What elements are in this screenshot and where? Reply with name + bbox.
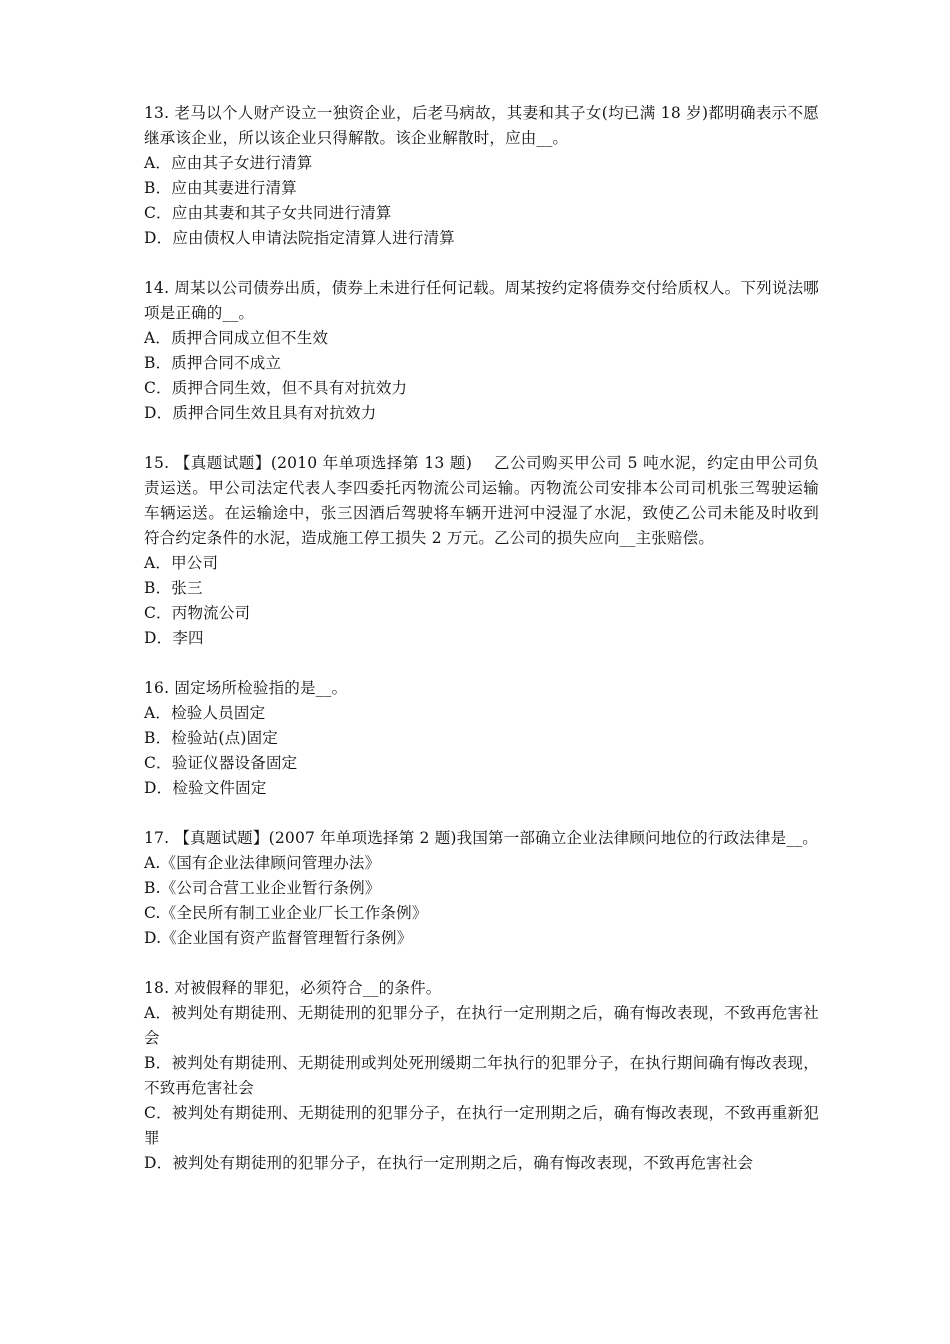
option-c: C.《全民所有制工业企业厂长工作条例》 <box>144 904 428 922</box>
option-d: D．检验文件固定 <box>144 779 267 797</box>
question-13 <box>144 101 819 251</box>
option-a: A．质押合同成立但不生效 <box>144 329 329 347</box>
question-stem: 17. 【真题试题】(2007 年单项选择第 2 题)我国第一部确立企业法律顾问地位的行政法律是__。 <box>144 829 818 847</box>
option-b: B．被判处有期徒刑、无期徒刑或判处死刑缓期二年执行的犯罪分子，在执行期间确有悔改表现，不致再危害社会 <box>144 1054 819 1097</box>
option-b: B．质押合同不成立 <box>144 354 282 372</box>
option-a: A．应由其子女进行清算 <box>144 154 313 172</box>
option-c: C．丙物流公司 <box>144 604 251 622</box>
question-14 <box>144 276 819 426</box>
option-c: C．被判处有期徒刑、无期徒刑的犯罪分子，在执行一定刑期之后，确有悔改表现，不致再重新犯罪 <box>144 1104 819 1147</box>
option-d: D.《企业国有资产监督管理暂行条例》 <box>144 929 413 947</box>
option-b: B．张三 <box>144 579 203 597</box>
question-16 <box>144 676 819 801</box>
option-a: A.《国有企业法律顾问管理办法》 <box>144 854 381 872</box>
option-a: A．被判处有期徒刑、无期徒刑的犯罪分子，在执行一定刑期之后，确有悔改表现，不致再危害社会 <box>144 1004 819 1047</box>
question-stem: 14. 周某以公司债券出质，债券上未进行任何记载。周某按约定将债券交付给质权人。下列说法哪项是正确的__。 <box>144 279 819 322</box>
document-page <box>144 101 819 1201</box>
question-stem: 13. 老马以个人财产设立一独资企业，后老马病故，其妻和其子女(均已满 18 岁)都明确表示不愿继承该企业，所以该企业只得解散。该企业解散时，应由__。 <box>144 104 819 147</box>
question-stem: 15. 【真题试题】(2010 年单项选择第 13 题) 乙公司购买甲公司 5 吨水泥，约定由甲公司负责运送。甲公司法定代表人李四委托丙物流公司运输。丙物流公司安排本公司司机张三驾驶运输车辆运送。在运输途中，张三因酒后驾驶将车辆开进河中浸湿了水泥，致使乙公司未能及时收到符合约定条件的水泥，造成施工停工损失 2 万元。乙公司的损失应向__主张赔偿。 <box>144 454 819 547</box>
question-stem: 16. 固定场所检验指的是__。 <box>144 679 348 697</box>
option-b: B．应由其妻进行清算 <box>144 179 297 197</box>
option-a: A．检验人员固定 <box>144 704 266 722</box>
option-c: C．验证仪器设备固定 <box>144 754 298 772</box>
question-17 <box>144 826 819 951</box>
option-d: D．质押合同生效且具有对抗效力 <box>144 404 377 422</box>
option-b: B．检验站(点)固定 <box>144 729 278 747</box>
question-15 <box>144 451 819 651</box>
option-a: A．甲公司 <box>144 554 219 572</box>
question-18 <box>144 976 819 1176</box>
option-c: C．质押合同生效，但不具有对抗效力 <box>144 379 408 397</box>
option-d: D．李四 <box>144 629 204 647</box>
option-c: C．应由其妻和其子女共同进行清算 <box>144 204 392 222</box>
option-d: D．被判处有期徒刑的犯罪分子，在执行一定刑期之后，确有悔改表现，不致再危害社会 <box>144 1154 754 1172</box>
option-d: D．应由债权人申请法院指定清算人进行清算 <box>144 229 455 247</box>
option-b: B.《公司合营工业企业暂行条例》 <box>144 879 381 897</box>
question-stem: 18. 对被假释的罪犯，必须符合__的条件。 <box>144 979 442 997</box>
